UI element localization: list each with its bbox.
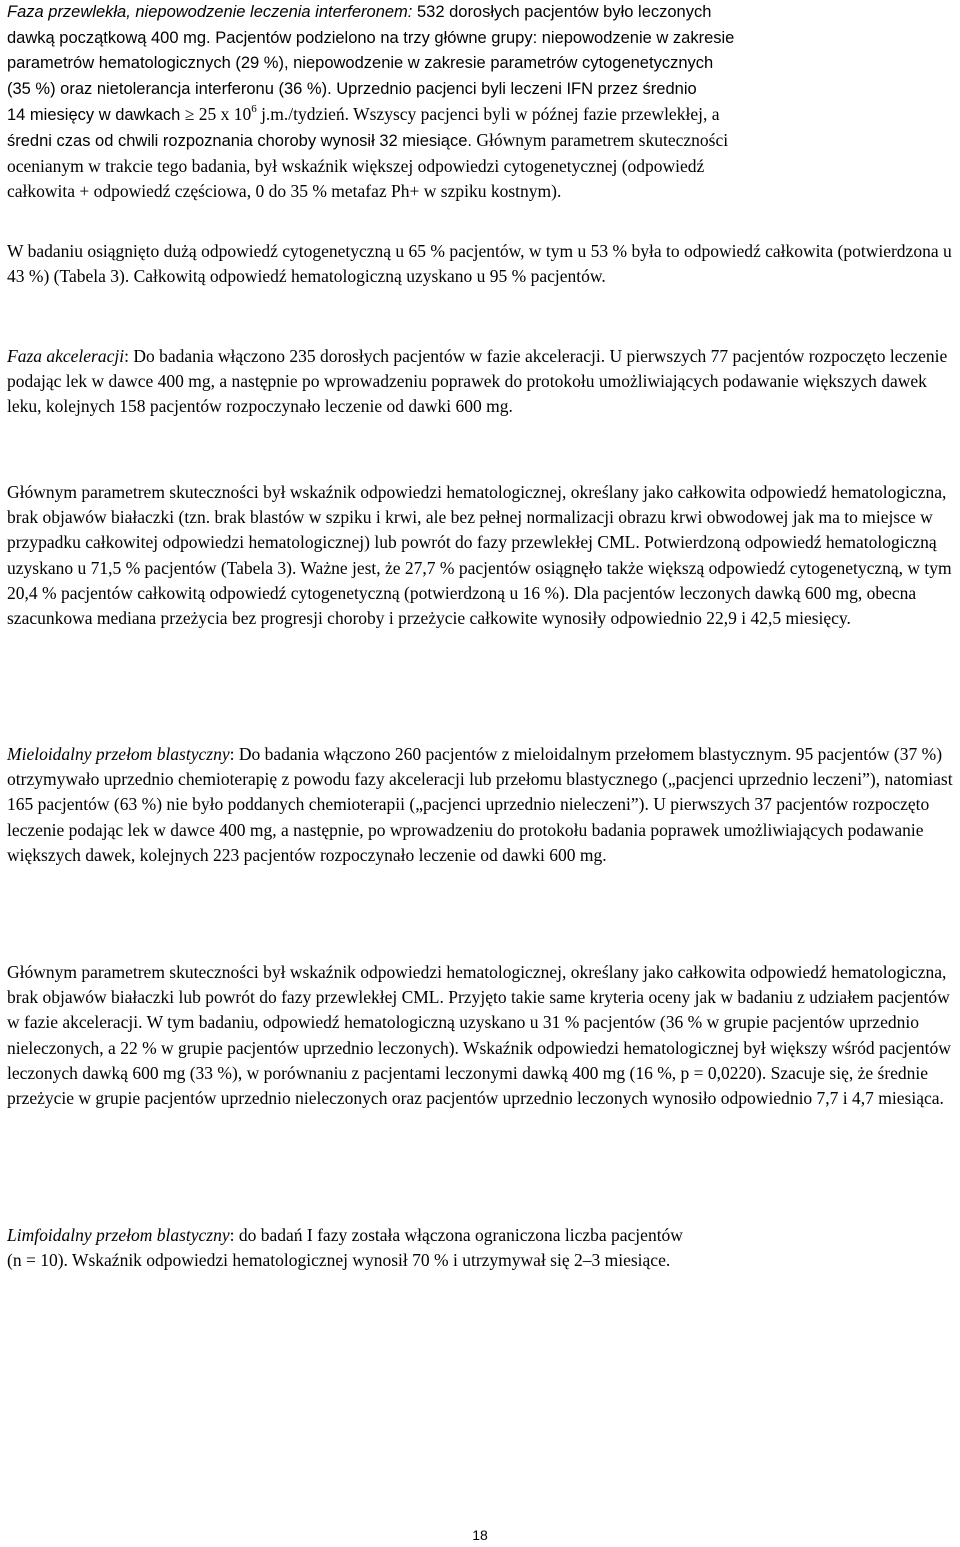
paragraph-lymphoid-blast-crisis: [7, 1223, 957, 1273]
text-span: dawką początkową 400 mg.: [7, 29, 211, 48]
line: (n = 10). Wskaźnik odpowiedzi hematologicznej wynosił 70 % i utrzymywał się 2–3 miesiące.: [7, 1250, 671, 1271]
paragraph-myeloid-blast-crisis: [7, 742, 957, 868]
paragraph-cytogenetic-response: W badaniu osiągnięto dużą odpowiedź cytogenetyczną u 65 % pacjentów, w tym u 53 % była to odpowiedź całkowita (potwierdzona u 43 %) (Tabela 3). Całkowitą odpowiedź hematologiczną uzyskano u 95 % pacjentów.: [7, 241, 952, 287]
line: [7, 1223, 957, 1248]
text-span: Wszyscy pacjenci byli w późnej fazie przewlekłej, a: [349, 103, 720, 124]
page-number: 18: [472, 1527, 488, 1543]
text-span: 25 x 10: [198, 103, 252, 124]
text-span: 14 miesięcy w dawkach: [7, 105, 181, 124]
section-heading-accelerated-phase: Faza akceleracji: [7, 346, 125, 366]
text-span: Pacjentów podzielono na trzy główne grupy: niepowodzenie w zakresie: [210, 29, 735, 48]
line: [7, 102, 957, 128]
text-span: : Do badania włączono 260 pacjentów z mieloidalnym przełomem blastycznym. 95 pacjentów (37 %) otrzymywało uprzednio chemioterapię z powodu fazy akceleracji lub przełomu blastycznego („pacjenci uprzednio leczeni”), natomiast 165 pacjentów (63 %) nie było poddanych chemioterapii („pacjenci uprzednio nieleczeni”). U pierwszych 37 pacjentów rozpoczęto leczenie podając lek w dawce 400 mg, a następnie, po wprowadzeniu do protokołu badania poprawek umożliwiających podawanie większych dawek, kolejnych 223 pacjentów rozpoczynało leczenie od dawki 600 mg.: [7, 744, 953, 865]
line: całkowita + odpowiedź częściowa, 0 do 35 % metafaz Ph+ w szpiku kostnym).: [7, 181, 562, 202]
text-span: Głównym parametrem skuteczności: [471, 130, 729, 151]
line: [7, 25, 957, 51]
section-heading-chronic-phase: Faza przewlekła, niepowodzenie leczenia interferonem:: [7, 3, 413, 21]
symbol-greater-equal: ≥: [184, 103, 195, 124]
superscript: 6: [251, 102, 257, 115]
text-span: średni czas od chwili rozpoznania choroby wynosił 32 miesiące.: [7, 132, 472, 151]
paragraph-accelerated-phase: [7, 344, 957, 420]
line: (35 %) oraz nietolerancja interferonu (36 %). Uprzednio pacjenci byli leczeni IFN przez średnio: [7, 79, 697, 98]
section-heading-lymphoid-blast-crisis: Limfoidalny przełom blastyczny: [7, 1225, 230, 1245]
text-span: j.m./tydzień.: [256, 103, 350, 124]
line: parametrów hematologicznych (29 %), niepowodzenie w zakresie parametrów cytogenetycznych: [7, 54, 714, 73]
line: ocenianym w trakcie tego badania, był wskaźnik większej odpowiedzi cytogenetycznej (odpowiedź: [7, 156, 705, 177]
paragraph-hematologic-response: Głównym parametrem skuteczności był wskaźnik odpowiedzi hematologicznej, określany jako całkowita odpowiedź hematologiczna, brak objawów białaczki (tzn. brak blastów w szpiku i krwi, ale bez pełnej normalizacji obrazu krwi obwodowej jak ma to miejsce w przypadku całkowitej odpowiedzi hematologicznej) lub powrót do fazy przewlekłej CML. Potwierdzoną odpowiedź hematologiczną uzyskano u 71,5 % pacjentów (Tabela 3). Ważne jest, że 27,7 % pacjentów osiągnęło także większą odpowiedź cytogenetyczną, w tym 20,4 % pacjentów całkowitą odpowiedź cytogenetyczną (potwierdzoną u 16 %). Dla pacjentów leczonych dawką 600 mg, obecna szacunkowa mediana przeżycia bez progresji choroby i przeżycie całkowite wynosiły odpowiednio 22,9 i 42,5 miesięcy.: [7, 482, 952, 629]
paragraph-chronic-phase: [7, 0, 957, 205]
paragraph-myeloid-response: Głównym parametrem skuteczności był wskaźnik odpowiedzi hematologicznej, określany jako całkowita odpowiedź hematologiczna, brak objawów białaczki lub powrót do fazy przewlekłej CML. Przyjęto takie same kryteria oceny jak w badaniu z udziałem pacjentów w fazie akceleracji. W tym badaniu, odpowiedź hematologiczną uzyskano u 31 % pacjentów (36 % w grupie pacjentów uprzednio nieleczonych, a 22 % w grupie pacjentów uprzednio leczonych). Wskaźnik odpowiedzi hematologicznej był większy wśród pacjentów leczonych dawką 600 mg (33 %), w porównaniu z pacjentami leczonymi dawką 400 mg (16 %, p = 0,0220). Szacuje się, że średnie przeżycie w grupie pacjentów uprzednio nieleczonych oraz pacjentów uprzednio leczonych wynosiło odpowiednio 7,7 i 4,7 miesiąca.: [7, 962, 951, 1109]
text-span: 532 dorosłych pacjentów było leczonych: [412, 3, 712, 21]
line: [7, 0, 957, 25]
section-heading-myeloid-blast-crisis: Mieloidalny przełom blastyczny: [7, 744, 230, 764]
text-span: : do badań I fazy została włączona ograniczona liczba pacjentów: [229, 1225, 683, 1245]
line: [7, 128, 957, 154]
text-span: : Do badania włączono 235 dorosłych pacjentów w fazie akceleracji. U pierwszych 77 pacjentów rozpoczęto leczenie podając lek w dawce 400 mg, a następnie po wprowadzeniu poprawek do protokołu umożliwiających podawanie większych dawek leku, kolejnych 158 pacjentów rozpoczynało leczenie od dawki 600 mg.: [7, 346, 948, 417]
